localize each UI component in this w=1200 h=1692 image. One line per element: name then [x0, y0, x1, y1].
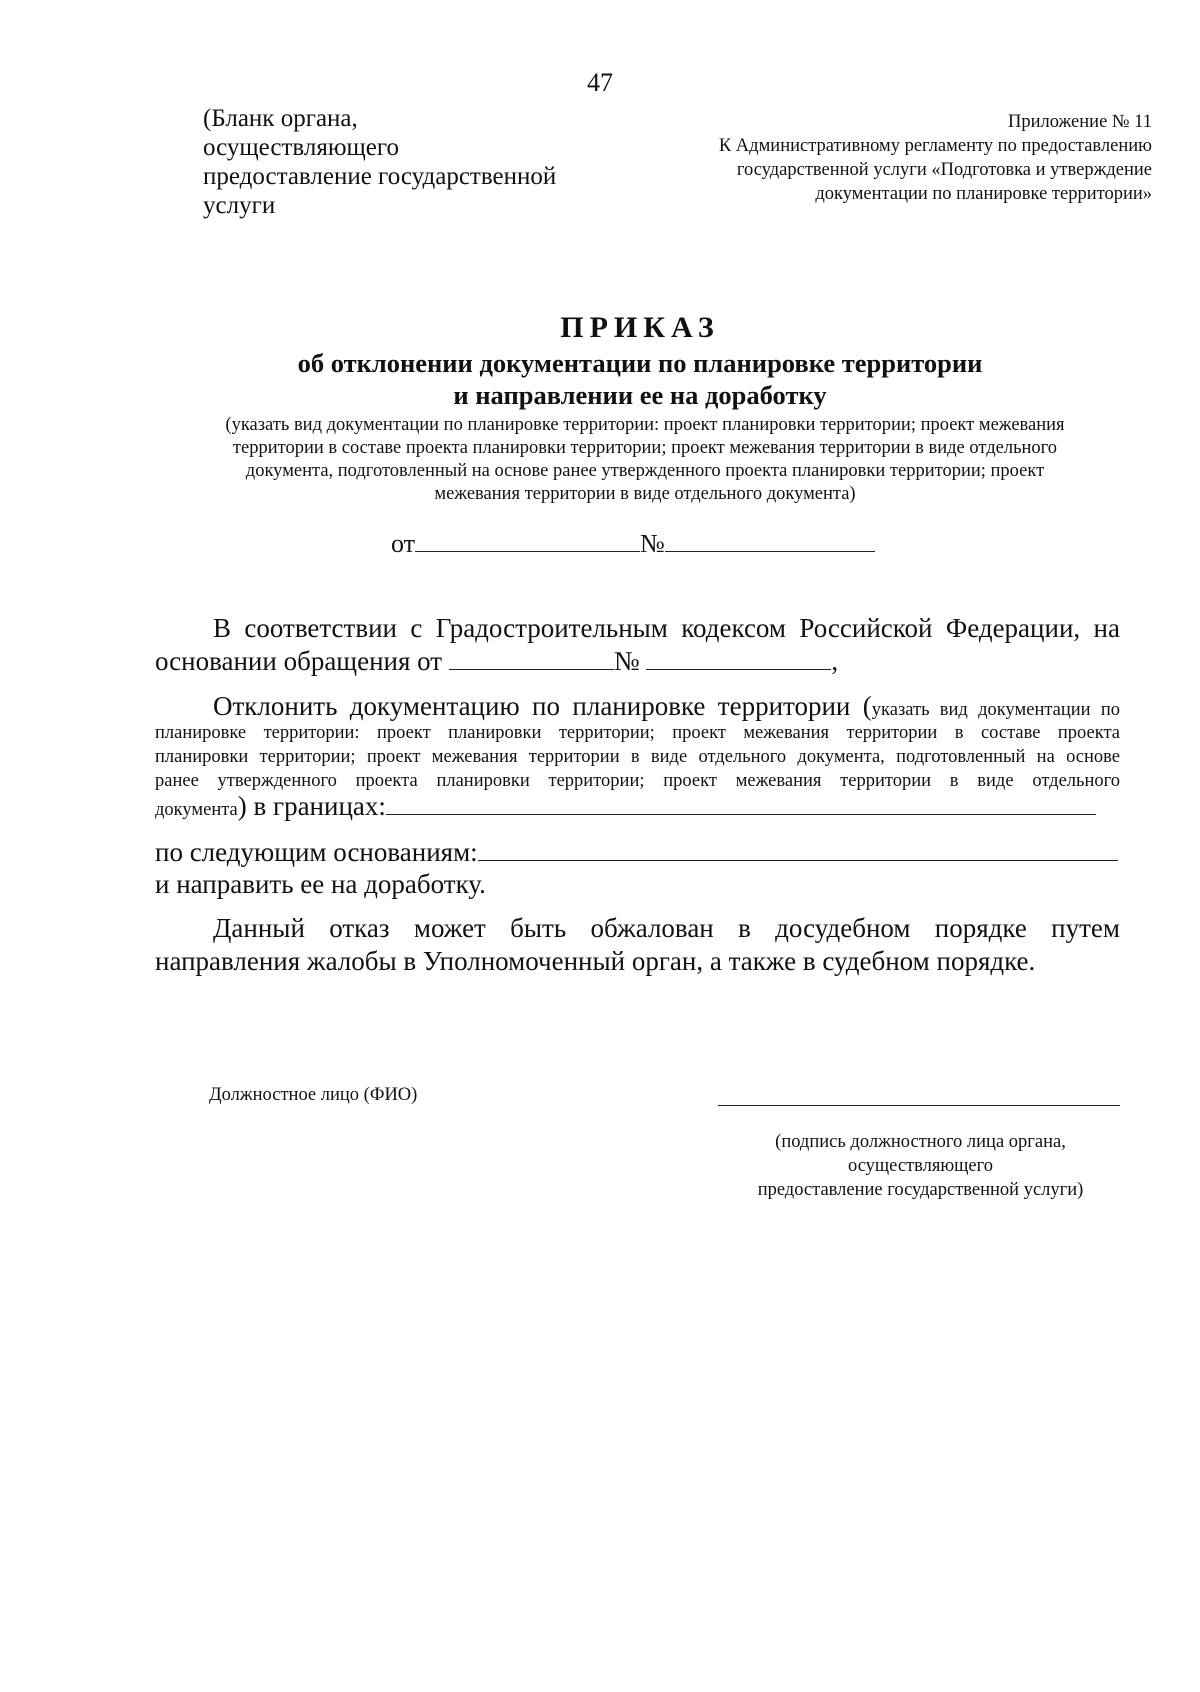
document-title: ПРИКАЗ: [560, 311, 720, 344]
appendix-line: документации по планировке территории»: [815, 184, 1152, 204]
paragraph2-last-note: документа: [155, 800, 238, 820]
appendix-line: государственной услуги «Подготовка и утверждение: [736, 160, 1152, 180]
borders-field[interactable]: [386, 796, 1096, 815]
appendix-line: Приложение № 11: [1007, 112, 1152, 132]
grounds-line: [155, 836, 1120, 868]
paragraph1-line2: [155, 645, 1120, 677]
grounds-field[interactable]: [478, 842, 1118, 861]
appendix-header: [719, 110, 1152, 206]
paragraph1-line1: В соответствии с Градостроительным кодексом Российской Федерации, на: [213, 613, 1120, 643]
caption-line: предоставление государственной услуги): [757, 1180, 1084, 1200]
signature-field[interactable]: [718, 1105, 1120, 1106]
grounds-label: по следующим основаниям:: [155, 837, 478, 867]
paragraph2-last-line: [155, 790, 1120, 826]
caption-line: (подпись должностного лица органа,: [775, 1132, 1066, 1152]
order-date-number-line: [391, 529, 875, 559]
appeal-date-field[interactable]: [449, 651, 614, 670]
order-number-field[interactable]: [665, 533, 875, 552]
caption-line: осуществляющего: [847, 1156, 994, 1176]
date-label: от: [391, 529, 416, 558]
document-subtitle-line: об отклонении документации по планировке территории: [297, 348, 983, 378]
note-line: (указать вид документации по планировке территории: проект планировки территории; проект межевания: [225, 415, 1065, 435]
appeal-number-label: №: [613, 646, 640, 676]
paragraph3-line1: Данный отказ может быть обжалован в досудебном порядке путем: [213, 913, 1120, 943]
signature-caption: [728, 1130, 1113, 1202]
blank-line: осуществляющего: [203, 134, 399, 161]
number-label: №: [640, 529, 665, 558]
send-back-line: и направить ее на доработку.: [155, 869, 486, 899]
note-line: межевания территории в виде отдельного документа): [434, 484, 856, 504]
blank-line: услуги: [203, 192, 276, 219]
issuer-blank-placeholder: [203, 104, 556, 220]
paragraph2-lead-text: Отклонить документацию по планировке территории (: [213, 691, 872, 721]
title-note: [150, 414, 1140, 506]
official-label: Должностное лицо (ФИО): [209, 1085, 418, 1105]
page-number: 47: [587, 68, 613, 97]
appeal-number-field[interactable]: [646, 651, 831, 670]
note-line: территории в составе проекта планировки территории; проект межевания территории в виде отдельного: [232, 438, 1058, 458]
borders-label: ) в границах:: [237, 791, 386, 821]
appeal-date-label: основании обращения от: [155, 646, 443, 676]
order-date-field[interactable]: [415, 533, 640, 552]
paragraph2-note-line: планировке территории: проект планировки территории; проект межевания территории в составе проекта: [155, 723, 1120, 743]
note-line: документа, подготовленный на основе ранее утвержденного проекта планировки территории; проект: [245, 461, 1045, 481]
blank-line: (Бланк органа,: [203, 105, 358, 132]
appendix-line: К Административному регламенту по предоставлению: [718, 136, 1152, 156]
document-subtitle-line: и направлении ее на доработку: [453, 380, 827, 410]
paragraph2-note-line: планировки территории; проект межевания территории в виде отдельного документа, подготовленный на основе: [155, 747, 1120, 767]
paragraph3-line2: направления жалобы в Уполномоченный орган, а также в судебном порядке.: [155, 946, 1036, 976]
paragraph2-lead-note: указать вид документации по: [871, 700, 1121, 720]
comma: ,: [831, 646, 839, 676]
paragraph2-note-line: ранее утвержденного проекта планировки территории; проект межевания территории в виде отдельного: [155, 771, 1120, 791]
blank-line: предоставление государственной: [203, 163, 557, 190]
